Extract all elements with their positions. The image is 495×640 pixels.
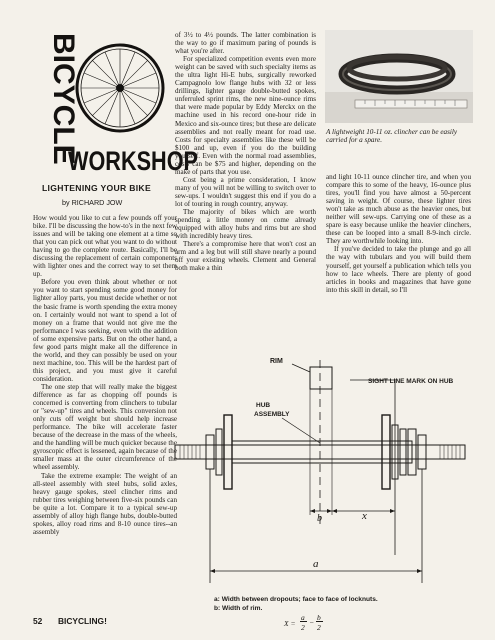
paragraph: The one step that will really make the biggest difference as far as chopping off pounds is concerned is converting from clinchers to tubular or "sew-up" tires and wheels. This conversion not only cuts off weight but should help increase performance. The bike will accelerate faster because of the decrease in the mass of the wheels, and the handling will be much quicker because the gyroscopic effect is lessened, again because of the smaller mass at the outer circumference of the wheel assembly. (33, 382, 177, 472)
paragraph: The majority of bikes which are worth spending a little money on come already equipped with alloy hubs and rims but are shod with incredibly heavy tires. (175, 208, 316, 241)
paragraph: and light 10-11 ounce clincher tire, and when you compare this to some of the heavy, 16-ounce plus tires, you'll find you have almost a 50-percent saving in weight. Of course, these lighter tires won't take as much abuse as the heavier ones, but neither will sew-ups. Carrying one of these as a spare is easy because unlike the heavier clinchers, these can be looped into a small 8-9-inch circle. They are worthwhile looking into. (326, 173, 471, 246)
paragraph: For specialized competition events even more weight can be saved with such specialty items as the ultra light Hi-E hubs, surgically reworked Campagnolo low flange hubs with 32 or less drillings, lighter gauge double-butted spokes, unferruled sprint rims, the new nine-ounce rims that were made popular by Eddy Merckx on the machine used in his record one-hour ride in Mexico and six-ounce tires; but these are delicate assemblies and not really meant for road use. Costs for specialty assemblies like these will be $100 and up, even if you do the building yourself. Even with the normal road assemblies, costs can be $75 and higher, depending on the make of parts that you use. (175, 55, 316, 176)
paragraph: If you've decided to take the plunge and go all the way with tubulars and you will build them yourself, get yourself a publication which tells you how to lace wheels. There are plenty of good articles in books and magazines that have gone into this skill in detail, so I'll (326, 245, 471, 294)
title-line1: BICYCLE (47, 33, 80, 165)
hub-diagram-svg (170, 345, 480, 595)
formula-denominator-b: 2 (317, 623, 321, 632)
rim-label: RIM (270, 358, 283, 365)
formula-minus: − (309, 618, 315, 627)
paragraph: Cost being a prime consideration, I know many of you will not be willing to switch over to sew-ups. I wouldn't suggest this end if you do a lot of touring in rough country, anyway. (175, 175, 316, 208)
formula-numerator-b: b (317, 613, 321, 622)
hub-label: HUB (256, 402, 271, 409)
magazine-name: BICYCLING! (58, 616, 107, 626)
article-headline: LIGHTENING YOUR BIKE (42, 183, 151, 193)
dim-b-label: b (317, 513, 322, 524)
formula-lhs: X = (284, 619, 296, 628)
photo-caption: A lightweight 10-11 oz. clincher can be easily carried for a spare. (326, 128, 458, 145)
paragraph: How would you like to cut a few pounds off your bike. I'll be discussing the how-to's in the next few issues and will be taking one element at a time so that you can pick out what you want to do without having to go the complete route. Basically, I'll be discussing the replacement of certain components with lighter ones and the correct way to set them up. (33, 214, 177, 279)
paragraph: Take the extreme example: The weight of an all-steel assembly with steel hubs, solid axles, heavy gauge spokes, steel clincher rims and rubber tires weighing between five-six pounds can be quite a lot. Compare it to a typical sew-up assembly of alloy high flange hubs, double-butted spokes, alloy road rims and 8-10 ounce tires--an assembly (33, 471, 177, 536)
legend-a: a: Width between dropouts; face to face of locknuts. (214, 596, 378, 603)
tire-photo (325, 30, 473, 123)
formula-numerator-a: a (301, 613, 305, 622)
wheel-illustration (77, 45, 163, 131)
dim-a-label: a (313, 558, 319, 570)
paragraph: Before you even think about whether or not you want to start spending some good money for lighter alloy parts, you must decide whether or not the basic frame is worth spending the extra money on. I certainly would not want to spend a lot of money on a frame that would not give me the performance I was seeking, even with the addition of some expensive parts. But on the other hand, a few good parts might make all the difference in the world, and they can possibly be used on your next machine, too. This will be the hardest part of this project, and you must give it careful consideration. (33, 278, 177, 383)
paragraph: of 3½ to 4½ pounds. The latter combination is the way to go if maximum paring of pounds is what you're after. (175, 31, 316, 56)
article-column-2 (175, 31, 316, 272)
sight-line-label: SIGHT LINE MARK ON HUB (368, 378, 454, 385)
paragraph: There's a compromise here that won't cost an arm and a leg but will still shave nearly a pound off your existing wheels. Clement and General both make a thin (175, 240, 316, 273)
title-line2: WORKSHOP (68, 146, 198, 176)
article-column-1 (33, 214, 177, 536)
page-number: 52 (33, 616, 43, 626)
hub-diagram (170, 345, 480, 595)
dim-x-label: x (362, 510, 367, 522)
dish-formula (284, 613, 344, 635)
article-byline: by RICHARD JOW (62, 198, 123, 207)
legend-b: b: Width of rim. (214, 605, 263, 612)
assembly-label: ASSEMBLY (254, 411, 290, 418)
article-column-3 (326, 173, 471, 294)
formula-denominator-a: 2 (301, 623, 305, 632)
